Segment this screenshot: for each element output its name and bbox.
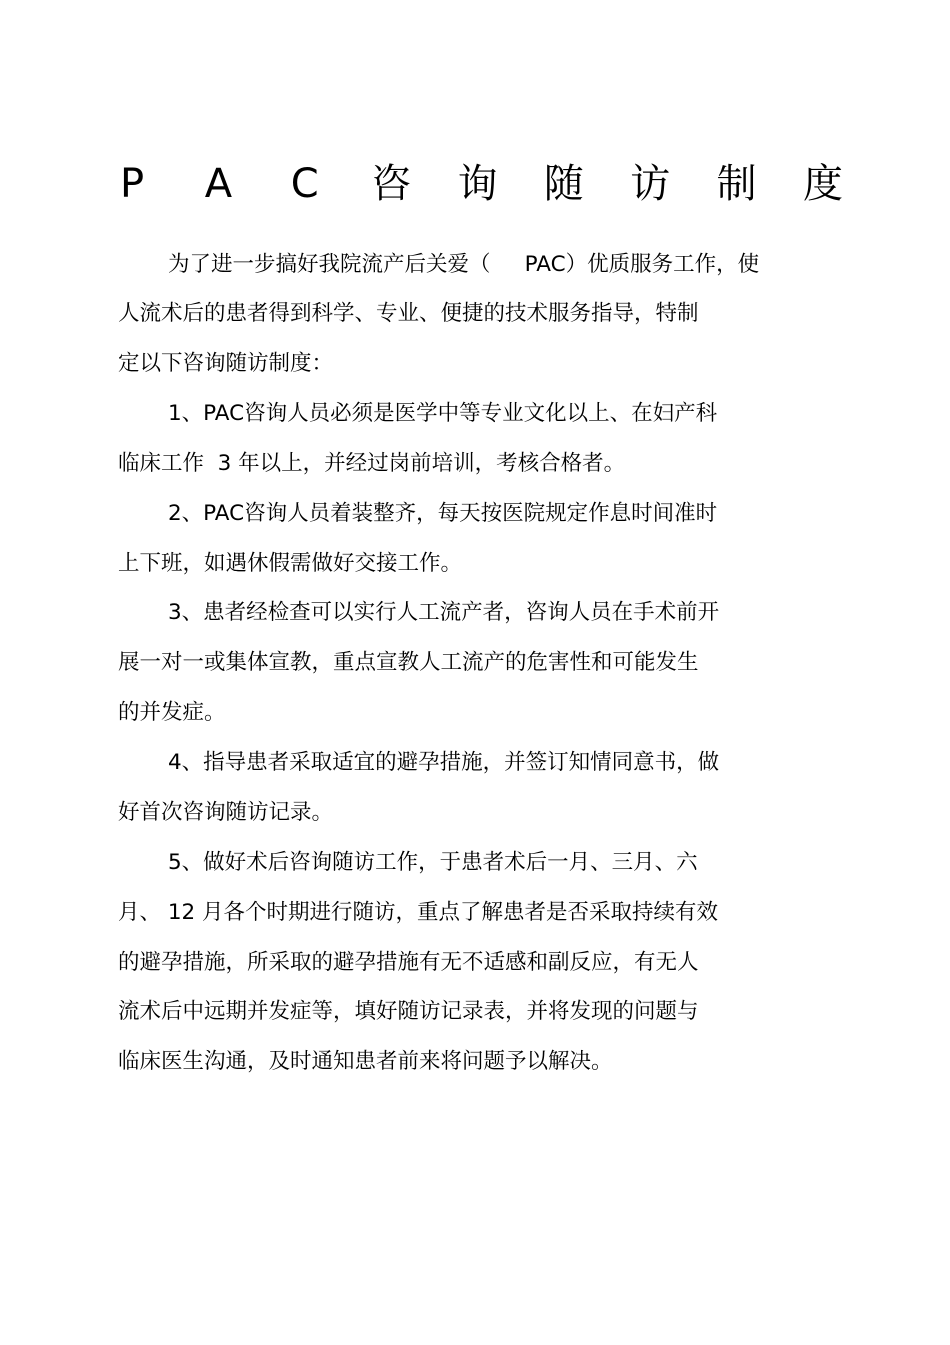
title-char: 度 (803, 161, 843, 207)
paragraph-line: 好首次咨询随访记录。 (118, 800, 334, 825)
title-char: P (119, 161, 145, 207)
paragraph-line: 2、PAC咨询人员着装整齐，每天按医院规定作息时间准时 (168, 501, 718, 526)
title-char: 咨 (371, 161, 412, 207)
title-char: 询 (457, 161, 498, 207)
paragraph-line: 1、PAC咨询人员必须是医学中等专业文化以上、在妇产科 (168, 401, 718, 426)
paragraph-line: 为了进一步搞好我院流产后关爱（ PAC）优质服务工作，使 (168, 252, 760, 277)
paragraph-line: 临床医生沟通，及时通知患者前来将问题予以解决。 (118, 1049, 613, 1074)
paragraph-line: 临床工作 3 年以上，并经过岗前培训，考核合格者。 (118, 451, 626, 476)
title-char: 制 (716, 161, 757, 207)
page-title (110, 158, 845, 210)
paragraph-line: 上下班，如遇休假需做好交接工作。 (118, 551, 463, 576)
paragraph-line: 人流术后的患者得到科学、专业、便捷的技术服务指导，特制 (118, 301, 699, 326)
paragraph-line: 月、 12 月各个时期进行随访，重点了解患者是否采取持续有效 (118, 900, 719, 925)
title-char: C (290, 161, 319, 207)
title-char: 访 (630, 161, 671, 207)
paragraph-line: 3、患者经检查可以实行人工流产者，咨询人员在手术前开 (168, 600, 720, 625)
paragraph-line: 流术后中远期并发症等，填好随访记录表，并将发现的问题与 (118, 999, 699, 1024)
title-char: A (204, 161, 233, 207)
paragraph-line: 的避孕措施，所采取的避孕措施有无不适感和副反应，有无人 (118, 950, 699, 975)
paragraph-line: 展一对一或集体宣教，重点宣教人工流产的危害性和可能发生 (118, 650, 699, 675)
paragraph-line: 的并发症。 (118, 700, 226, 725)
paragraph-line: 4、指导患者采取适宜的避孕措施，并签订知情同意书，做 (168, 750, 720, 775)
title-char: 随 (543, 161, 584, 207)
paragraph-line: 5、做好术后咨询随访工作，于患者术后一月、三月、六 (168, 850, 698, 875)
paragraph-line: 定以下咨询随访制度： (118, 351, 334, 376)
